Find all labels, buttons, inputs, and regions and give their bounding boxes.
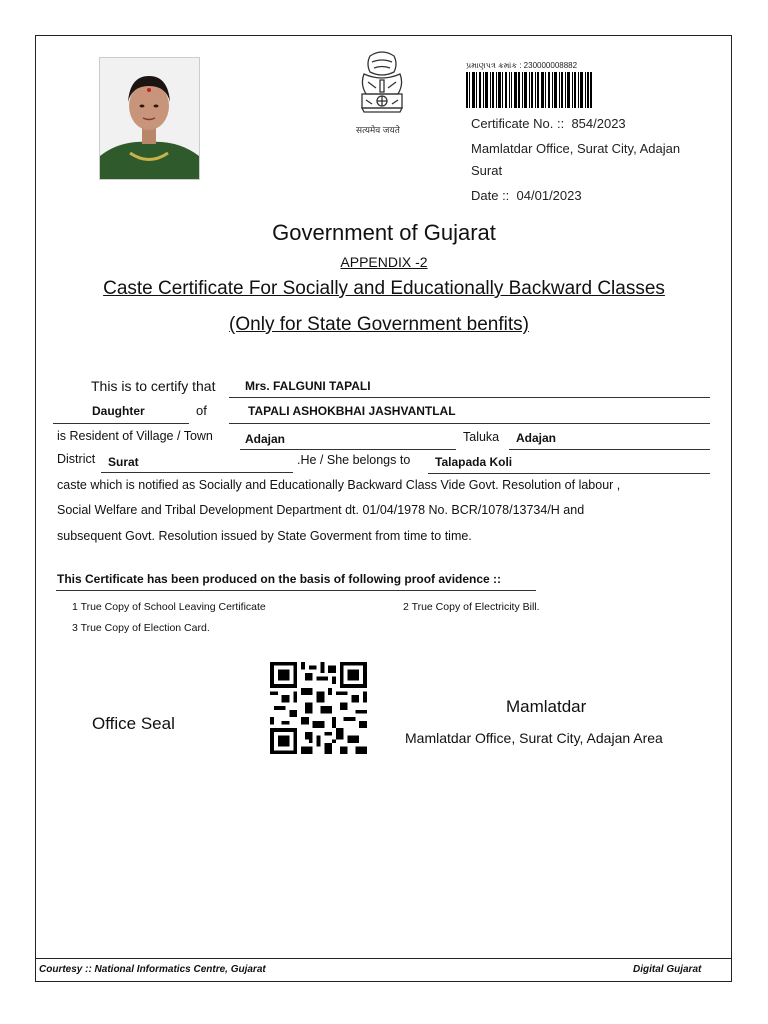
appendix-label: APPENDIX -2 bbox=[340, 254, 428, 270]
proof-heading: This Certificate has been produced on the basis of following proof avidence :: bbox=[57, 572, 502, 586]
belongs-text: .He / She belongs to bbox=[297, 453, 411, 467]
qr-code bbox=[270, 662, 367, 754]
certificate-title: Caste Certificate For Socially and Educationally Backward Classes bbox=[103, 278, 665, 299]
certify-text: This is to certify that bbox=[91, 378, 216, 394]
proof-item: 1 True Copy of School Leaving Certificate bbox=[72, 601, 266, 613]
parent-underline bbox=[229, 423, 710, 424]
caste-value: Talapada Koli bbox=[435, 455, 513, 469]
district-label: District bbox=[57, 452, 96, 466]
cert-no-value: 854/2023 bbox=[571, 116, 626, 131]
cert-no-label: Certificate No. :: bbox=[471, 116, 565, 131]
parent-name: TAPALI ASHOKBHAI JASHVANTLAL bbox=[248, 404, 456, 418]
office-line1: Mamlatdar Office, Surat City, Adajan bbox=[471, 141, 681, 156]
relation-underline bbox=[53, 423, 189, 424]
proof-item: 3 True Copy of Election Card. bbox=[72, 622, 210, 634]
applicant-name: Mrs. FALGUNI TAPALI bbox=[245, 379, 371, 393]
office-seal-label: Office Seal bbox=[92, 714, 175, 733]
body-line-2: Social Welfare and Tribal Development Department dt. 01/04/1978 No. BCR/1078/13734/H and bbox=[57, 503, 585, 517]
taluka-label: Taluka bbox=[463, 430, 500, 444]
government-title: Government of Gujarat bbox=[272, 220, 496, 245]
signatory-title: Mamlatdar bbox=[506, 697, 587, 716]
district-value: Surat bbox=[108, 455, 139, 469]
barcode bbox=[466, 72, 592, 108]
proof-heading-underline bbox=[56, 590, 536, 591]
certificate-number bbox=[471, 116, 626, 131]
resident-text: is Resident of Village / Town bbox=[57, 429, 213, 443]
village-underline bbox=[240, 449, 456, 450]
village-value: Adajan bbox=[245, 432, 286, 446]
emblem-motto: सत्यमेव जयते bbox=[356, 125, 400, 135]
relation: Daughter bbox=[92, 404, 145, 418]
taluka-underline bbox=[509, 449, 710, 450]
district-underline bbox=[101, 472, 293, 473]
date-value: 04/01/2023 bbox=[516, 188, 582, 203]
applicant-photo bbox=[99, 57, 200, 180]
of-text: of bbox=[196, 403, 207, 418]
caste-underline bbox=[428, 473, 710, 474]
office-line2: Surat bbox=[471, 163, 503, 178]
certificate-date bbox=[471, 188, 582, 203]
body-line-1: caste which is notified as Socially and Educationally Backward Class Vide Govt. Resolution of labour , bbox=[57, 478, 621, 492]
barcode-label: પ્રમાણપત્ર ક્રમાંક : 230000008882 bbox=[466, 61, 578, 70]
proof-item: 2 True Copy of Electricity Bill. bbox=[403, 601, 540, 613]
name-underline bbox=[229, 397, 710, 398]
footer-divider bbox=[35, 958, 732, 959]
footer-courtesy: Courtesy :: National Informatics Centre, Gujarat bbox=[39, 964, 266, 975]
date-label: Date :: bbox=[471, 188, 510, 203]
certificate-subtitle: (Only for State Government benfits) bbox=[229, 314, 529, 335]
taluka-value: Adajan bbox=[516, 431, 557, 445]
footer-brand: Digital Gujarat bbox=[633, 964, 702, 975]
body-line-3: subsequent Govt. Resolution issued by State Goverment from time to time. bbox=[57, 529, 472, 543]
signatory-office: Mamlatdar Office, Surat City, Adajan Area bbox=[405, 730, 663, 746]
